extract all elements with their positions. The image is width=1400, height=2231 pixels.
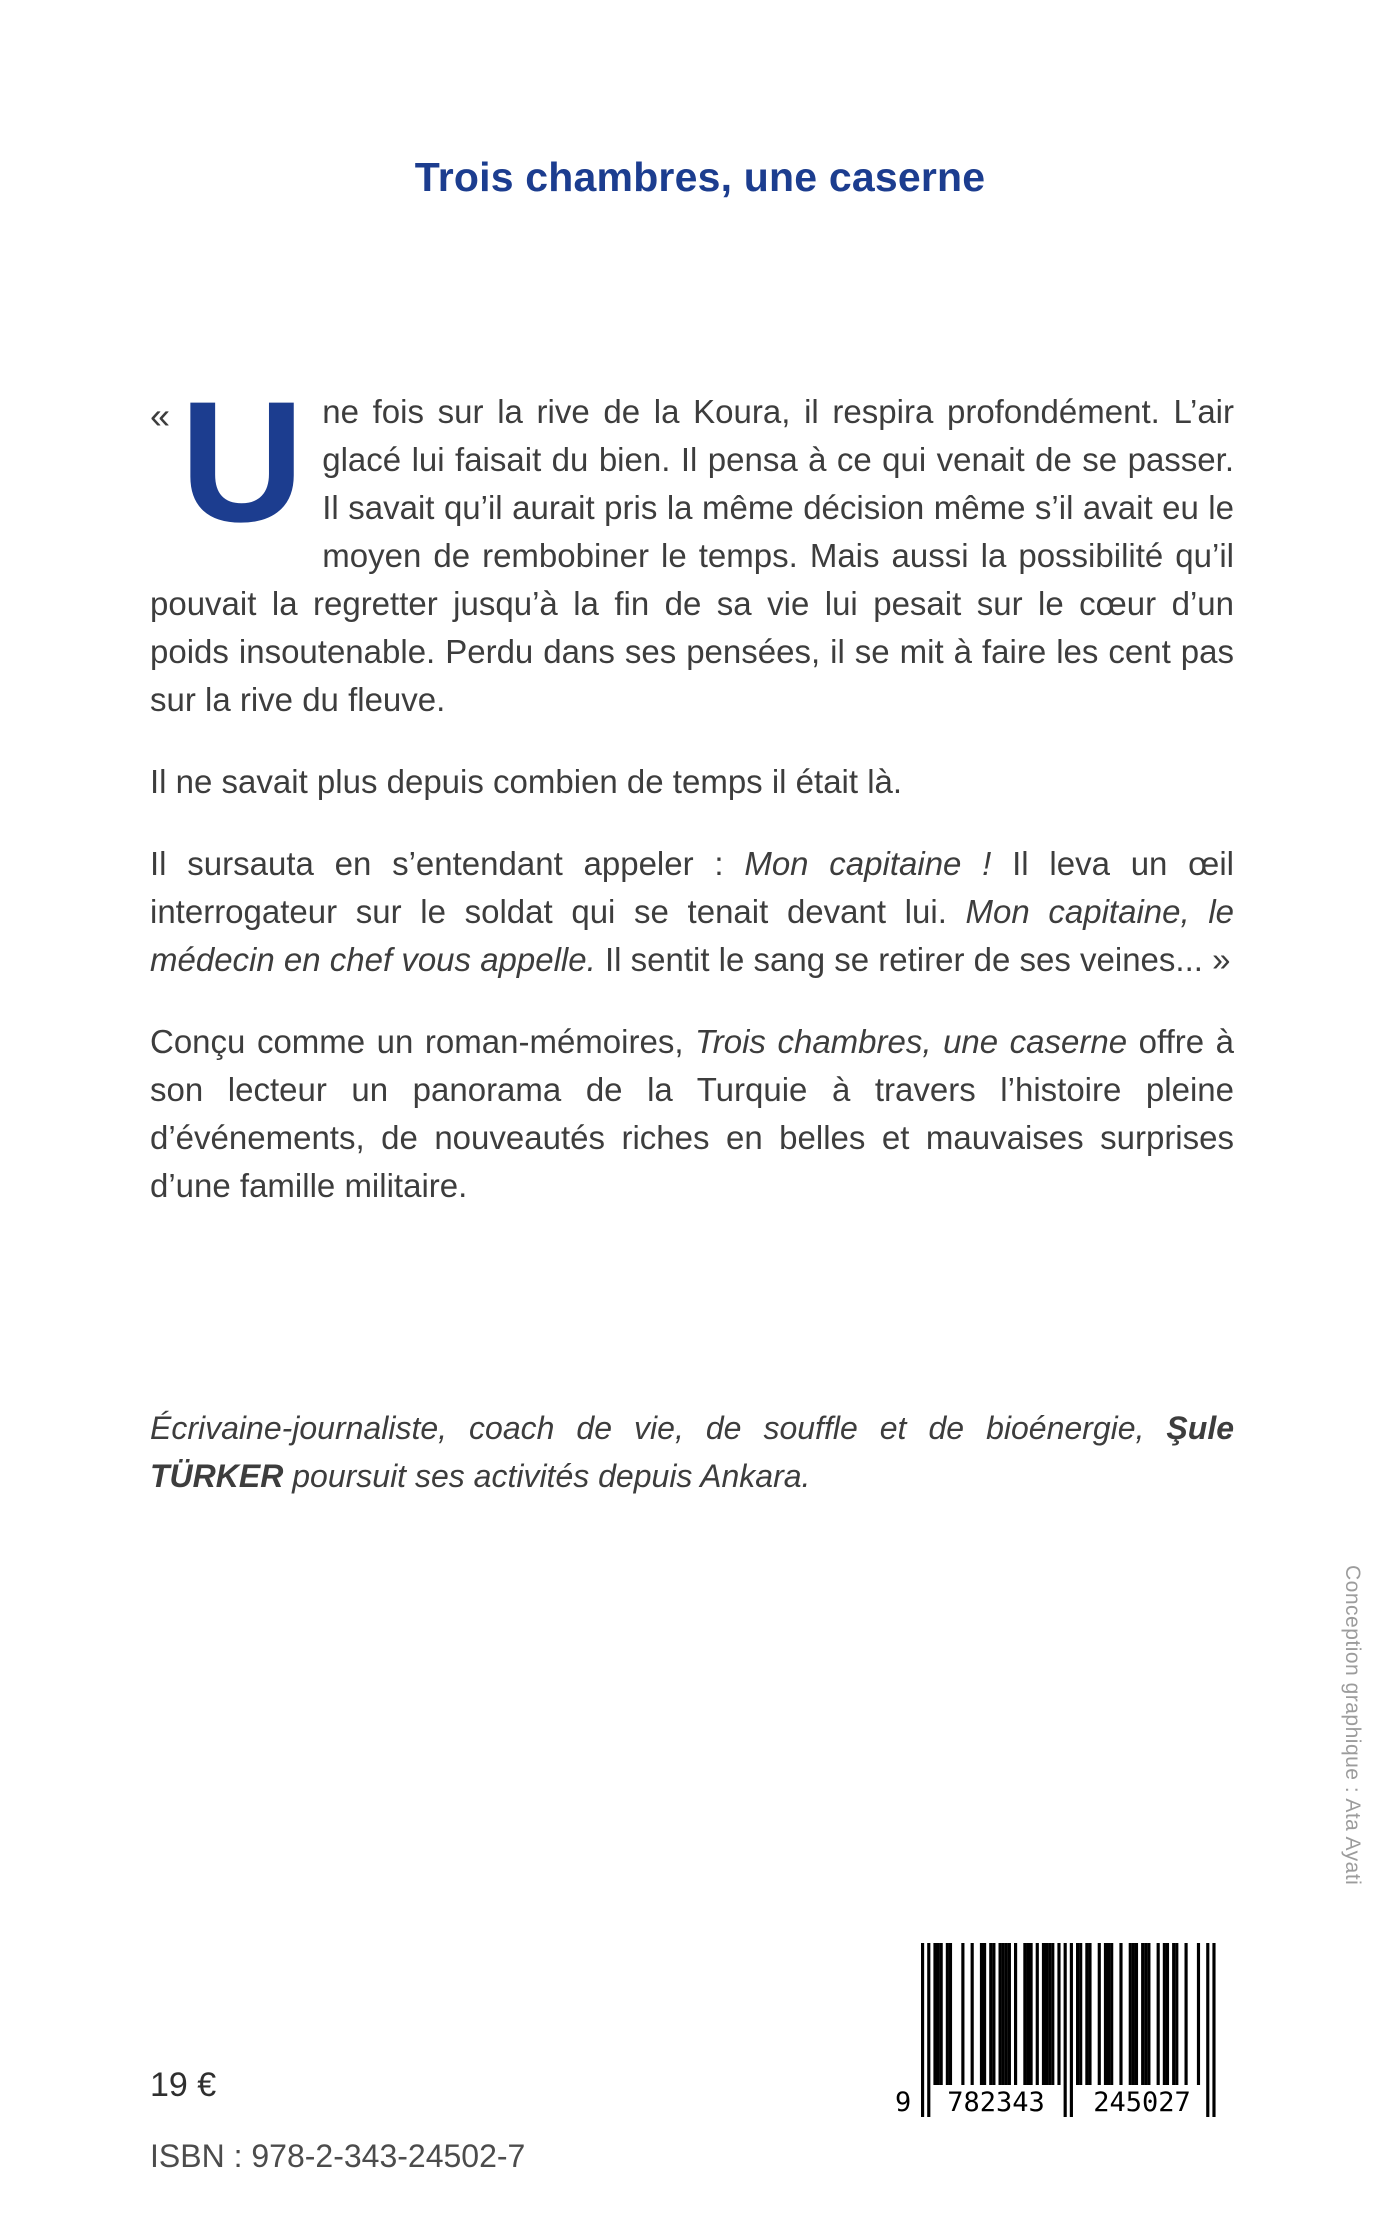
- dropcap-letter: U: [180, 366, 303, 558]
- synopsis-book-title-italic: Trois chambres, une caserne: [695, 1023, 1128, 1060]
- author-note-seg1: Écrivaine-journaliste, coach de vie, de souffle et de bioénergie,: [150, 1410, 1167, 1446]
- synopsis-paragraph: [150, 1018, 1234, 1210]
- dropcap-wrap: [150, 366, 303, 558]
- back-cover-text-column: [150, 366, 1234, 1534]
- author-note-seg2: poursuit ses activités depuis Ankara.: [283, 1458, 811, 1494]
- quote-text-1: ne fois sur la rive de la Koura, il respira profondément. L’air glacé lui faisait du bien. Il pensa à ce qui venait de se passer. Il savait qu’il aurait pris la même décision même s’il avait eu le moyen de rembobiner le temps. Mais aussi la possibilité qu’il pouvait la regretter jusqu’à la fin de sa vie lui pesait sur le cœur d’un poids insoutenable. Perdu dans ses pensées, il se mit à faire les cent pas sur la rive du fleuve.: [150, 393, 1234, 718]
- quote-text-3-seg1: Il sursauta en s’entendant appeler :: [150, 845, 745, 882]
- design-credit: Conception graphique : Ata Ayati: [1341, 1565, 1364, 1886]
- barcode: [895, 1943, 1235, 2119]
- quote-paragraph-2: Il ne savait plus depuis combien de temps il était là.: [150, 763, 903, 800]
- quote-paragraph-3: [150, 840, 1234, 984]
- author-name: Şule TÜRKER: [150, 1410, 1234, 1494]
- barcode-digit-group-1: 9: [895, 2087, 919, 2119]
- price-label: 19 €: [150, 2066, 217, 2104]
- quote-text-3-seg5: Il sentit le sang se retirer de ses veines... »: [595, 941, 1231, 978]
- synopsis-seg3: offre à son lecteur un panorama de la Turquie à travers l’histoire pleine d’événements, de nouveautés riches en belles et mauvaises surprises d’une famille militaire.: [150, 1023, 1234, 1204]
- quote-paragraph-1: [150, 366, 1234, 724]
- quote-text-3-seg3: Il leva un œil interrogateur sur le soldat qui se tenait devant lui.: [150, 845, 1234, 930]
- book-title: Trois chambres, une caserne: [414, 154, 986, 200]
- barcode-digit-group-2: 782343: [932, 2087, 1060, 2119]
- barcode-digit-group-3: 245027: [1078, 2087, 1206, 2119]
- isbn-label: ISBN : 978-2-343-24502-7: [150, 2138, 526, 2174]
- quote-text-3-seg2-italic: Mon capitaine !: [744, 845, 992, 882]
- quote-text-3-seg4-italic: Mon capitaine, le médecin en chef vous appelle.: [150, 893, 1234, 978]
- opening-guillemet: «: [150, 395, 171, 436]
- synopsis-seg1: Conçu comme un roman-mémoires,: [150, 1023, 696, 1060]
- author-note: [150, 1404, 1234, 1500]
